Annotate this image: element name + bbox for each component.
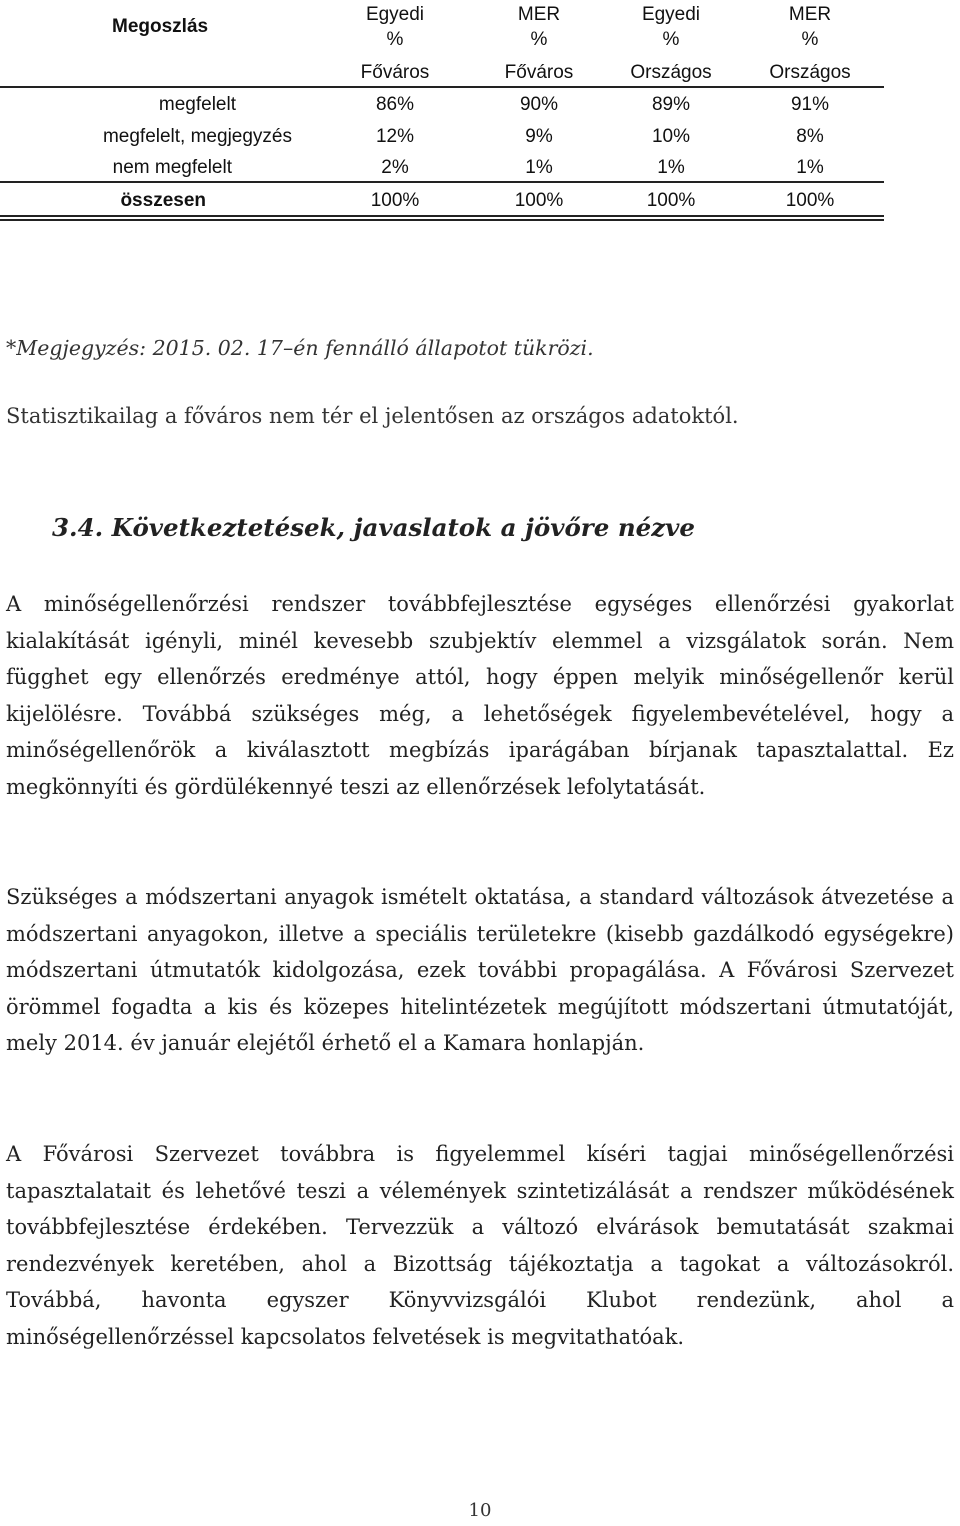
table-total-cell: 100% [514,190,564,211]
table-cell: 89% [651,94,691,115]
table-header-divider [0,86,884,88]
table-header-cell: % [530,29,548,50]
table-header-cell: Országos [630,62,712,83]
table-row [0,122,884,152]
table-cell: 90% [519,94,559,115]
table-header-cell: Főváros [360,62,430,83]
page-number: 10 [468,1500,492,1521]
table-row-label: nem megfelelt [112,157,232,178]
table-cell: 9% [525,126,553,147]
table-cell: 1% [796,157,824,178]
table-header-cell: Főváros [504,62,574,83]
table-header-cell: Egyedi [641,4,701,25]
table-cell: 91% [790,94,830,115]
table-total-divider [0,215,884,217]
table-total-cell: 100% [646,190,696,211]
table-header-cell: MER [517,4,561,25]
table-total-divider [0,219,884,221]
table-corner-label: Megoszlás [112,16,209,37]
table-header-row-3 [0,58,884,88]
paragraph: A Fővárosi Szervezet továbbra is figyelemmel kíséri tagjai minőségellenőrzési tapasztalatait és lehetővé teszi a vélemények szintetizálását a rendszer működésének továbbfejlesztése érdekében. Tervezzük a változó elvárások bemutatását szakmai rendezvények keretében, ahol a Bizottság tájékoztatja a tagokat a változásokról. Továbbá, havonta egyszer Könyvvizsgálói Klubot rendezünk, ahol a minőségellenőrzéssel kapcsolatos felvetések is megvitathatóak. [6,1142,954,1349]
table-row [0,90,884,120]
table-row-label: megfelelt [158,94,236,115]
statistical-statement: Statisztikailag a főváros nem tér el jelentősen az országos adatoktól. [6,404,739,428]
table-cell: 1% [657,157,685,178]
table-header-cell: Egyedi [365,4,425,25]
section-heading: 3.4. Következtetések, javaslatok a jövőre nézve [52,513,695,542]
table-cell: 86% [375,94,415,115]
table-footnote: *Megjegyzés: 2015. 02. 17–én fennálló állapotot tükrözi. [6,336,594,360]
table-cell: 1% [525,157,553,178]
table-cell: 10% [651,126,691,147]
table-total-cell: 100% [370,190,420,211]
table-header-cell: % [801,29,819,50]
table-data-divider [0,181,884,183]
table-row-label: megfelelt, megjegyzés [102,126,292,147]
table-cell: 2% [381,157,409,178]
table-cell: 8% [796,126,824,147]
table-total-label: összesen [120,190,206,211]
table-total-row [0,186,884,216]
table-header-cell: MER [788,4,832,25]
table-total-cell: 100% [785,190,835,211]
table-header-cell: Országos [769,62,851,83]
table-header-row-2 [0,25,884,55]
paragraph: A minőségellenőrzési rendszer továbbfejlesztése egységes ellenőrzési gyakorlat kialakítását igényli, minél kevesebb szubjektív elemmel a vizsgálatok során. Nem függhet egy ellenőrzés eredménye attól, hogy éppen melyik minőségellenőr kerül kijelölésre. Továbbá szükséges még, a lehetőségek figyelembevételével, hogy a minőségellenőrök a kiválasztott megbízás iparágában bírjanak tapasztalattal. Ez megkönnyíti és gördülékennyé teszi az ellenőrzések lefolytatását. [6,592,954,799]
paragraph: Szükséges a módszertani anyagok ismételt oktatása, a standard változások átvezetése a módszertani anyagokon, illetve a speciális területekre (kisebb gazdálkodó egységekre) módszertani útmutatók kidolgozása, ezek további propagálása. A Fővárosi Szervezet örömmel fogadta a kis és közepes hitelintézetek megújított módszertani útmutatóját, mely 2014. év január elejétől érhető el a Kamara honlapján. [6,885,954,1056]
table-cell: 12% [375,126,415,147]
table-header-cell: % [662,29,680,50]
table-header-cell: % [386,29,404,50]
table-row [0,153,884,183]
